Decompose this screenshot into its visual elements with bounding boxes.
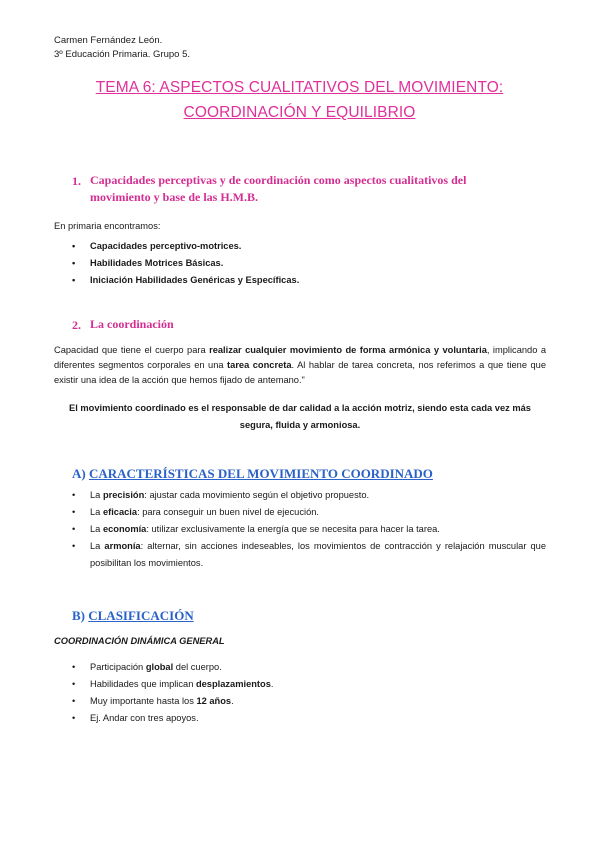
- section-b-label: CLASIFICACIÓN: [88, 608, 194, 623]
- list-item: • Participación global del cuerpo.: [72, 659, 546, 676]
- document-title-line2: COORDINACIÓN Y EQUILIBRIO: [183, 104, 416, 121]
- document-title-line1: TEMA 6: ASPECTOS CUALITATIVOS DEL MOVIMIENTO:: [95, 79, 504, 96]
- list-item: • Habilidades que implican desplazamientos.: [72, 676, 546, 693]
- bullet-icon: •: [72, 241, 76, 251]
- list-item: • La armonía: alternar, sin acciones indeseables, los movimientos de contracción y relajación muscular que posibilitan los movimientos.: [72, 538, 546, 572]
- bullet-icon: •: [72, 696, 76, 706]
- list-item: • La precisión: ajustar cada movimiento según el objetivo propuesto.: [72, 487, 546, 504]
- section2-heading: La coordinación: [90, 317, 174, 331]
- bullet-icon: •: [72, 541, 76, 551]
- coordination-statement: El movimiento coordinado es el responsable de dar calidad a la acción motriz, siendo esta cada vez más segura, fluida y armoniosa.: [69, 403, 531, 430]
- section-b-letter: B): [72, 608, 85, 623]
- list-item: • La eficacia: para conseguir un buen nivel de ejecución.: [72, 504, 546, 521]
- section1-list: [72, 238, 546, 289]
- bullet-icon: •: [72, 662, 76, 672]
- bullet-icon: •: [72, 258, 76, 268]
- section1-heading: Capacidades perceptivas y de coordinación como aspectos cualitativos del movimiento y base de las H.M.B.: [90, 173, 467, 204]
- section-b-heading: [72, 608, 194, 624]
- coordination-definition: Capacidad que tiene el cuerpo para realizar cualquier movimiento de forma armónica y voluntaria, implicando a diferentes segmentos corporales en una tarea concreta. Al hablar de tarea concreta, nos referimos a que tiene que existir una idea de la acción que hemos fijado de antemano.": [54, 345, 547, 385]
- section-a-letter: A): [72, 466, 86, 481]
- section2-number: 2.: [72, 318, 81, 332]
- list-item: • Capacidades perceptivo-motrices.: [72, 238, 546, 255]
- course-info: 3º Educación Primaria. Grupo 5.: [54, 49, 191, 60]
- characteristics-list: [72, 487, 546, 572]
- bullet-icon: •: [72, 713, 76, 723]
- list-item: • La economía: utilizar exclusivamente la energía que se necesita para hacer la tarea.: [72, 521, 546, 538]
- section-b-subheading: COORDINACIÓN DINÁMICA GENERAL: [54, 636, 225, 646]
- list-item: • Habilidades Motrices Básicas.: [72, 255, 546, 272]
- bullet-icon: •: [72, 490, 76, 500]
- bullet-icon: •: [72, 507, 76, 517]
- list-item: • Iniciación Habilidades Genéricas y Específicas.: [72, 272, 546, 289]
- list-item: • Muy importante hasta los 12 años.: [72, 693, 546, 710]
- section1-number: 1.: [72, 174, 81, 188]
- bullet-icon: •: [72, 524, 76, 534]
- section-a-heading: [72, 466, 433, 482]
- section-a-label: CARACTERÍSTICAS DEL MOVIMIENTO COORDINADO: [88, 466, 433, 481]
- author-name: Carmen Fernández León.: [54, 35, 163, 46]
- bullet-icon: •: [72, 275, 76, 285]
- list-item: • Ej. Andar con tres apoyos.: [72, 710, 546, 727]
- classification-list: [72, 659, 546, 727]
- section1-intro: En primaria encontramos:: [54, 221, 161, 231]
- bullet-icon: •: [72, 679, 76, 689]
